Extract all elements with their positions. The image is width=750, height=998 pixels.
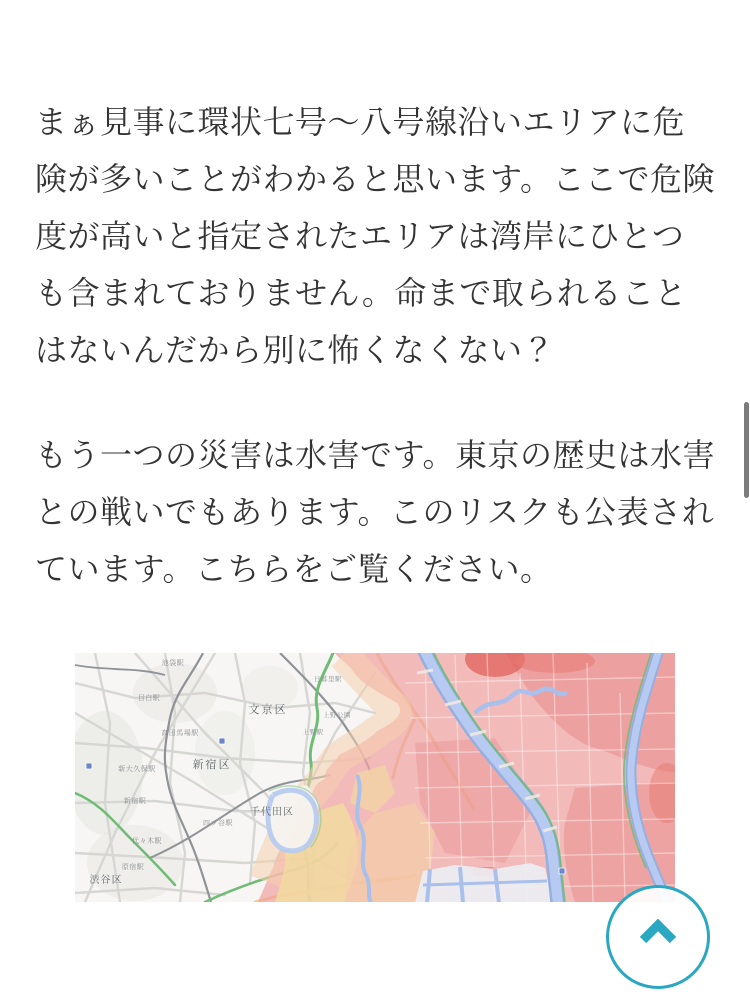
page	[0, 94, 750, 998]
tokyo-flood-map-graphic	[75, 653, 675, 902]
map-label-ikebukuro-station: 池袋駅	[161, 659, 185, 667]
map-label-mejiro-station: 目白駅	[137, 694, 161, 702]
chevron-up-icon	[637, 919, 679, 945]
paragraph-road-risk: まぁ見事に環状七号〜八号線沿いエリアに危険が多いことがわかると思います。ここで危険度が高いと指定されたエリアは湾岸にひとつも含まれておりません。命まで取られることはないんだから別に怖くなくない？	[35, 103, 715, 369]
map-label-yoyogi-station: 代々木駅	[132, 837, 162, 845]
map-label-chiyoda: 千代田区	[250, 807, 294, 818]
scrollbar-thumb[interactable]	[744, 402, 749, 498]
map-label-shibuya: 渋谷区	[89, 875, 123, 886]
map-label-shinjuku: 新宿区	[192, 758, 232, 771]
map-label-bunkyo: 文京区	[248, 703, 288, 716]
paragraph-flood-intro: もう一つの災害は水害です。東京の歴史は水害との戦いでもあります。このリスクも公表されています。こちらをご覧ください。	[35, 436, 715, 588]
flood-risk-map-image	[75, 653, 675, 902]
map-label-shinokubo-station: 新大久保駅	[118, 765, 156, 773]
map-label-takadanobaba-station: 高田馬場駅	[161, 729, 199, 737]
map-label-harajuku-station: 原宿駅	[121, 863, 145, 871]
map-label-ueno-park: 上野公園	[323, 711, 351, 719]
article-body	[0, 94, 750, 902]
map-label-yotsuya-station: 四ツ谷駅	[203, 819, 233, 827]
map-label-ueno-station: 上野駅	[302, 728, 324, 736]
map-label-shinjuku-station: 新宿駅	[123, 797, 147, 805]
scroll-to-top-button[interactable]	[606, 885, 710, 989]
map-label-nippori-station: 日暮里駅	[314, 675, 342, 683]
